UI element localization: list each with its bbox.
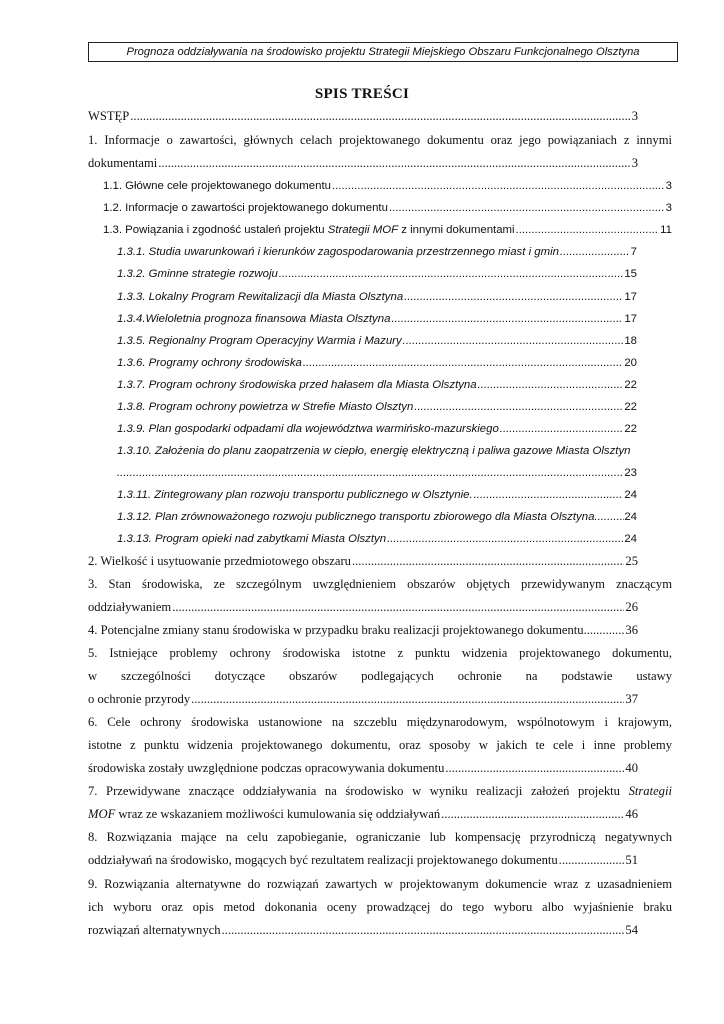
toc-entry-8[interactable]: oddziaływań na środowisko, mogących być rezultatem realizacji projektowanego dokumentu ..... 51	[88, 852, 638, 868]
toc-entry-1-3-1[interactable]: 1.3.1. Studia uwarunkowań i kierunków zagospodarowania przestrzennego miast i gmin ..... 7	[117, 244, 637, 260]
toc-entry-1-3-6[interactable]: 1.3.6. Programy ochrony środowiska ..... 20	[117, 355, 637, 371]
toc-entry-2[interactable]: 2. Wielkość i usytuowanie przedmiotowego obszaru ..... 25	[88, 553, 638, 569]
toc-entry-1-line1[interactable]: 1. Informacje o zawartości, głównych celach projektowanego dokumentu oraz jego powiązaniach z innymi	[88, 133, 672, 147]
toc-entry-1-3-12[interactable]: 1.3.12. Plan zrównoważonego rozwoju publicznego transportu zbiorowego dla Miasta Olsztyna ..... 24	[117, 509, 637, 525]
toc-entry-1-3-10-line1[interactable]: 1.3.10. Założenia do planu zaopatrzenia w ciepło, energię elektryczną i paliwa gazowe Miasta Olsztyn	[117, 445, 631, 457]
toc-entry-1-3-5[interactable]: 1.3.5. Regionalny Program Operacyjny Warmia i Mazury ..... 18	[117, 333, 637, 349]
toc-entry-7[interactable]: MOF wraz ze wskazaniem możliwości kumulowania się oddziaływań ..... 46	[88, 806, 638, 822]
toc-title: SPIS TREŚCI	[314, 86, 410, 102]
toc-entry-1-3-2[interactable]: 1.3.2. Gminne strategie rozwoju ..... 15	[117, 266, 637, 282]
toc-entry-6-line1[interactable]: 6. Cele ochrony środowiska ustanowione na szczeblu międzynarodowym, wspólnotowym i krajowym,	[88, 715, 672, 729]
toc-entry-1-3-7[interactable]: 1.3.7. Program ochrony środowiska przed hałasem dla Miasta Olsztyna ..... 22	[117, 377, 637, 393]
toc-entry-6[interactable]: środowiska zostały uwzględnione podczas opracowywania dokumentu ..... 40	[88, 760, 638, 776]
toc-entry-1-3-3[interactable]: 1.3.3. Lokalny Program Rewitalizacji dla Miasta Olsztyna ..... 17	[117, 289, 637, 305]
toc-entry-1[interactable]: dokumentami ..... 3	[88, 155, 638, 171]
toc-entry-1-3-4[interactable]: 1.3.4.Wieloletnia prognoza finansowa Miasta Olsztyna ..... 17	[117, 311, 637, 327]
toc-entry-5-line1[interactable]: 5. Istniejące problemy ochrony środowiska istotne z punktu widzenia projektowanego dokumentu,	[88, 646, 672, 660]
toc-entry-9-line1[interactable]: 9. Rozwiązania alternatywne do rozwiązań zawartych w projektowanym dokumencie wraz z uzasadnieniem	[88, 877, 672, 891]
toc-entry-1-3[interactable]: 1.3. Powiązania i zgodność ustaleń projektu Strategii MOF z innymi dokumentami ..... 11	[103, 222, 672, 238]
toc-entry-1-3-9[interactable]: 1.3.9. Plan gospodarki odpadami dla województwa warmińsko-mazurskiego ..... 22	[117, 421, 637, 437]
toc-entry-5[interactable]: o ochronie przyrody ..... 37	[88, 691, 638, 707]
toc-entry-8-line1[interactable]: 8. Rozwiązania mające na celu zapobieganie, ograniczanie lub kompensację przyrodniczą negatywnych	[88, 830, 672, 844]
toc-entry-wstep[interactable]: WSTĘP ..... 3	[88, 108, 638, 124]
toc-entry-1-3-10[interactable]: ..... 23	[117, 465, 637, 481]
toc-entry-9-line2[interactable]: ich wyboru oraz opis metod dokonania oceny prowadzącej do tego wyboru albo wyjaśnienie braku	[88, 900, 672, 914]
toc-entry-7-line1[interactable]: 7. Przewidywane znaczące oddziaływania na środowisko w wyniku realizacji założeń projektu Strategii	[88, 784, 672, 798]
toc-entry-1-3-13[interactable]: 1.3.13. Program opieki nad zabytkami Miasta Olsztyn ..... 24	[117, 531, 637, 547]
toc-entry-3-line1[interactable]: 3. Stan środowiska, ze szczególnym uwzględnieniem obszarów objętych przewidywanym znaczącym	[88, 577, 672, 591]
toc-entry-5-line2[interactable]: w szczególności dotyczące obszarów podlegających ochronie na podstawie ustawy	[88, 669, 672, 683]
toc-entry-1-1[interactable]: 1.1. Główne cele projektowanego dokumentu ..... 3	[103, 178, 672, 194]
toc-entry-1-2[interactable]: 1.2. Informacje o zawartości projektowanego dokumentu ..... 3	[103, 200, 672, 216]
toc-entry-4[interactable]: 4. Potencjalne zmiany stanu środowiska w przypadku braku realizacji projektowanego dokumentu ..... 36	[88, 622, 638, 638]
toc-entry-1-3-8[interactable]: 1.3.8. Program ochrony powietrza w Strefie Miasto Olsztyn ..... 22	[117, 399, 637, 415]
toc-entry-6-line2[interactable]: istotne z punktu widzenia projektowanego dokumentu, oraz sposoby w jakich te cele i inne problemy	[88, 738, 672, 752]
toc-entry-9[interactable]: rozwiązań alternatywnych ..... 54	[88, 922, 638, 938]
toc-entry-3[interactable]: oddziaływaniem ..... 26	[88, 599, 638, 615]
page-header: Prognoza oddziaływania na środowisko projektu Strategii Miejskiego Obszaru Funkcjonalnego Olsztyna	[88, 42, 678, 62]
toc-entry-1-3-11[interactable]: 1.3.11. Zintegrowany plan rozwoju transportu publicznego w Olsztynie. ..... 24	[117, 487, 637, 503]
